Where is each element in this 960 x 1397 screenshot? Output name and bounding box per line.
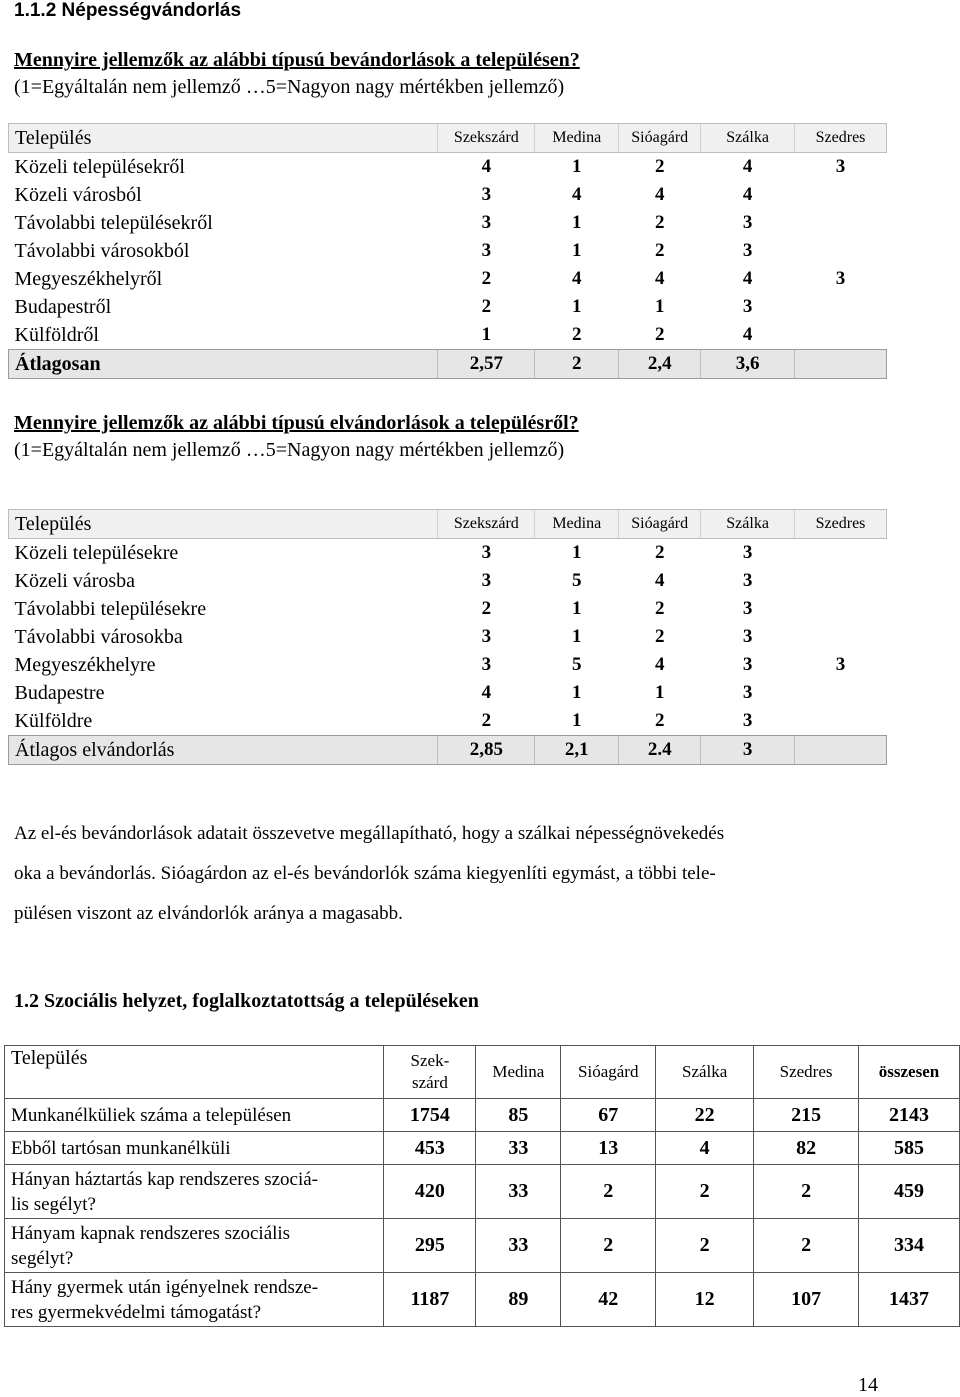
value-cell: 1437: [859, 1273, 960, 1327]
average-cell: 2,85: [438, 736, 535, 765]
rating-cell: 2: [654, 598, 665, 619]
summary-line: oka a bevándorlás. Sióagárdon az el-és bevándorlók száma kiegyenlíti egymást, a többi tele-: [14, 863, 716, 884]
row-label: Ebből tartósan munkanélküli: [5, 1132, 384, 1165]
table-row: [9, 293, 887, 321]
rating-cell: 4: [654, 268, 665, 289]
rating-cell: 2: [654, 324, 665, 345]
value-cell: 2: [656, 1219, 754, 1273]
average-cell: 3: [701, 736, 795, 765]
column-header: összesen: [859, 1046, 960, 1099]
rating-cell: 3: [481, 626, 492, 647]
rating-cell: 4: [742, 184, 753, 205]
value-cell: 42: [561, 1273, 656, 1327]
rating-cell: 1: [572, 156, 582, 177]
row-label: Távolabbi településekről: [14, 211, 213, 234]
rating-cell: 3: [742, 710, 753, 731]
rating-cell: 3: [742, 626, 753, 647]
table-row: [9, 679, 887, 707]
rating-cell: 1: [572, 212, 582, 233]
row-label: Távolabbi városokból: [14, 239, 190, 262]
rating-cell: 2: [481, 598, 492, 619]
value-cell: 13: [561, 1132, 656, 1165]
value-cell: 2: [561, 1219, 656, 1273]
row-label: Távolabbi településekre: [14, 597, 207, 620]
average-cell: 2: [535, 350, 619, 379]
column-header: Medina: [535, 124, 619, 153]
value-cell: 33: [476, 1165, 561, 1219]
table-row: [9, 321, 887, 350]
rating-cell: 2: [481, 710, 492, 731]
average-row: [9, 350, 887, 379]
average-cell: 2.4: [619, 736, 701, 765]
rating-cell: 4: [481, 682, 492, 703]
value-cell: 2: [561, 1165, 656, 1219]
rating-cell: [795, 293, 887, 321]
rating-cell: 3: [835, 654, 846, 675]
rating-cell: 2: [654, 710, 665, 731]
value-cell: 33: [476, 1132, 561, 1165]
summary-line: pülésen viszont az elvándorlók aránya a magasabb.: [14, 903, 403, 924]
value-cell: 67: [561, 1099, 656, 1132]
column-header: Szedres: [795, 510, 887, 539]
header-row: [9, 510, 887, 539]
average-cell: 3,6: [701, 350, 795, 379]
summary-line: Az el-és bevándorlások adatait összevetve megállapítható, hogy a szálkai népességnövekedés: [14, 823, 725, 844]
rating-cell: 1: [572, 296, 582, 317]
table-row: [9, 237, 887, 265]
row-label: Külföldre: [14, 709, 93, 732]
social-table: [4, 1045, 960, 1327]
section-heading: 1.1.2 Népességvándorlás: [14, 0, 242, 21]
rating-cell: 4: [654, 654, 665, 675]
emigration-scale: (1=Egyáltalán nem jellemző …5=Nagyon nagy mértékben jellemző): [14, 439, 565, 461]
row-label: Megyeszékhelyre: [14, 653, 156, 676]
average-cell: 2,1: [535, 736, 619, 765]
value-cell: 2: [754, 1219, 859, 1273]
rating-cell: 3: [481, 542, 492, 563]
table-row: [5, 1132, 960, 1165]
average-cell: 2,57: [438, 350, 535, 379]
table-row: [5, 1165, 960, 1219]
column-header: Szekszárd: [438, 124, 535, 153]
row-label: Budapestről: [14, 295, 112, 318]
value-cell: 2: [656, 1165, 754, 1219]
rating-cell: 2: [654, 240, 665, 261]
rating-cell: [795, 567, 887, 595]
rating-cell: 4: [742, 156, 753, 177]
row-label: Munkanélküliek száma a településen: [5, 1099, 384, 1132]
rating-cell: [795, 209, 887, 237]
average-cell: 2,4: [619, 350, 701, 379]
value-cell: 85: [476, 1099, 561, 1132]
rating-cell: 4: [742, 324, 753, 345]
column-header: Szekszárd: [438, 510, 535, 539]
rating-cell: 3: [742, 240, 753, 261]
rating-cell: 3: [835, 156, 846, 177]
rating-cell: [795, 321, 887, 350]
value-cell: 4: [656, 1132, 754, 1165]
rating-cell: 1: [572, 682, 582, 703]
value-cell: 585: [859, 1132, 960, 1165]
value-cell: 453: [384, 1132, 476, 1165]
table-row: [9, 539, 887, 568]
table-row: [9, 595, 887, 623]
row-label: Budapestre: [14, 681, 105, 704]
rating-cell: 5: [572, 654, 582, 675]
column-header-telepules: Település: [9, 510, 438, 539]
value-cell: 12: [656, 1273, 754, 1327]
value-cell: 82: [754, 1132, 859, 1165]
rating-cell: 4: [742, 268, 753, 289]
table-row: [9, 181, 887, 209]
rating-cell: 1: [572, 542, 582, 563]
emigration-question-block: [14, 410, 579, 464]
immigration-question-block: [14, 47, 580, 101]
rating-cell: [795, 539, 887, 568]
value-cell: 1187: [384, 1273, 476, 1327]
rating-cell: 2: [654, 156, 665, 177]
rating-cell: [795, 237, 887, 265]
row-label: Hány gyermek után igényelnek rendsze- res gyermekvédelmi támogatást?: [5, 1273, 384, 1327]
immigration-scale: (1=Egyáltalán nem jellemző …5=Nagyon nagy mértékben jellemző): [14, 76, 565, 98]
rating-cell: 1: [572, 710, 582, 731]
row-label: Megyeszékhelyről: [14, 267, 163, 290]
rating-cell: 2: [654, 542, 665, 563]
rating-cell: 3: [742, 212, 753, 233]
rating-cell: [795, 623, 887, 651]
column-header-telepules: Település: [9, 124, 438, 153]
column-header: Szedres: [795, 124, 887, 153]
column-header: Szek- szárd: [384, 1046, 476, 1099]
row-label: Közeli városból: [14, 183, 142, 206]
social-heading: 1.2 Szociális helyzet, foglalkoztatottság a településeken: [14, 990, 479, 1012]
rating-cell: 3: [481, 654, 492, 675]
rating-cell: 3: [481, 240, 492, 261]
value-cell: 295: [384, 1219, 476, 1273]
rating-cell: 2: [654, 626, 665, 647]
immigration-question: Mennyire jellemzők az alábbi típusú bevándorlások a településen?: [14, 49, 580, 71]
rating-cell: [795, 595, 887, 623]
value-cell: 1754: [384, 1099, 476, 1132]
average-cell: [795, 350, 887, 379]
rating-cell: 2: [481, 296, 492, 317]
immigration-table: [8, 123, 887, 379]
rating-cell: 1: [572, 626, 582, 647]
rating-cell: 2: [572, 324, 582, 345]
summary-paragraph: [14, 814, 884, 934]
column-header: Szálka: [656, 1046, 754, 1099]
rating-cell: 1: [654, 296, 665, 317]
rating-cell: 1: [481, 324, 492, 345]
table-row: [9, 651, 887, 679]
page-number: 14: [858, 1374, 878, 1396]
emigration-table: [8, 509, 887, 765]
table-row: [5, 1273, 960, 1327]
table-row: [9, 623, 887, 651]
rating-cell: [795, 181, 887, 209]
row-label: Közeli településekre: [14, 541, 179, 564]
table-row: [5, 1219, 960, 1273]
rating-cell: 3: [481, 184, 492, 205]
value-cell: 2: [754, 1165, 859, 1219]
value-cell: 215: [754, 1099, 859, 1132]
row-label: Távolabbi városokba: [14, 625, 183, 648]
row-label: Közeli településekről: [14, 155, 185, 178]
rating-cell: [795, 707, 887, 736]
rating-cell: 3: [481, 570, 492, 591]
row-label: Hányan háztartás kap rendszeres szociá- lis segélyt?: [5, 1165, 384, 1219]
emigration-question: Mennyire jellemzők az alábbi típusú elvándorlások a településről?: [14, 412, 579, 434]
rating-cell: 2: [654, 212, 665, 233]
average-label: Átlagosan: [9, 350, 438, 379]
row-label: Külföldről: [14, 323, 99, 346]
rating-cell: 3: [742, 654, 753, 675]
header-row: [9, 124, 887, 153]
rating-cell: 1: [572, 240, 582, 261]
average-label: Átlagos elvándorlás: [9, 736, 438, 765]
table-row: [9, 265, 887, 293]
column-header: Medina: [535, 510, 619, 539]
column-header: Sióagárd: [619, 124, 701, 153]
rating-cell: [795, 679, 887, 707]
column-header-telepules: Település: [5, 1046, 384, 1099]
column-header: Szedres: [754, 1046, 859, 1099]
table-row: [9, 567, 887, 595]
column-header: Szálka: [701, 510, 795, 539]
rating-cell: 4: [572, 268, 582, 289]
rating-cell: 4: [572, 184, 582, 205]
rating-cell: 4: [654, 184, 665, 205]
average-cell: [795, 736, 887, 765]
row-label: Hányam kapnak rendszeres szociális segélyt?: [5, 1219, 384, 1273]
column-header: Sióagárd: [561, 1046, 656, 1099]
row-label: Közeli városba: [14, 569, 136, 592]
value-cell: 334: [859, 1219, 960, 1273]
rating-cell: 5: [572, 570, 582, 591]
rating-cell: 3: [742, 542, 753, 563]
column-header: Sióagárd: [619, 510, 701, 539]
header-row: [5, 1046, 960, 1099]
rating-cell: 1: [654, 682, 665, 703]
rating-cell: 3: [742, 598, 753, 619]
column-header: Szálka: [701, 124, 795, 153]
average-row: [9, 736, 887, 765]
rating-cell: 4: [481, 156, 492, 177]
rating-cell: 4: [654, 570, 665, 591]
table-row: [9, 209, 887, 237]
value-cell: 33: [476, 1219, 561, 1273]
column-header: Medina: [476, 1046, 561, 1099]
rating-cell: 3: [742, 682, 753, 703]
value-cell: 2143: [859, 1099, 960, 1132]
table-row: [5, 1099, 960, 1132]
table-row: [9, 707, 887, 736]
value-cell: 22: [656, 1099, 754, 1132]
rating-cell: 1: [572, 598, 582, 619]
value-cell: 89: [476, 1273, 561, 1327]
value-cell: 459: [859, 1165, 960, 1219]
value-cell: 107: [754, 1273, 859, 1327]
rating-cell: 3: [481, 212, 492, 233]
rating-cell: 3: [835, 268, 846, 289]
value-cell: 420: [384, 1165, 476, 1219]
rating-cell: 3: [742, 570, 753, 591]
table-row: [9, 153, 887, 182]
rating-cell: 3: [742, 296, 753, 317]
rating-cell: 2: [481, 268, 492, 289]
